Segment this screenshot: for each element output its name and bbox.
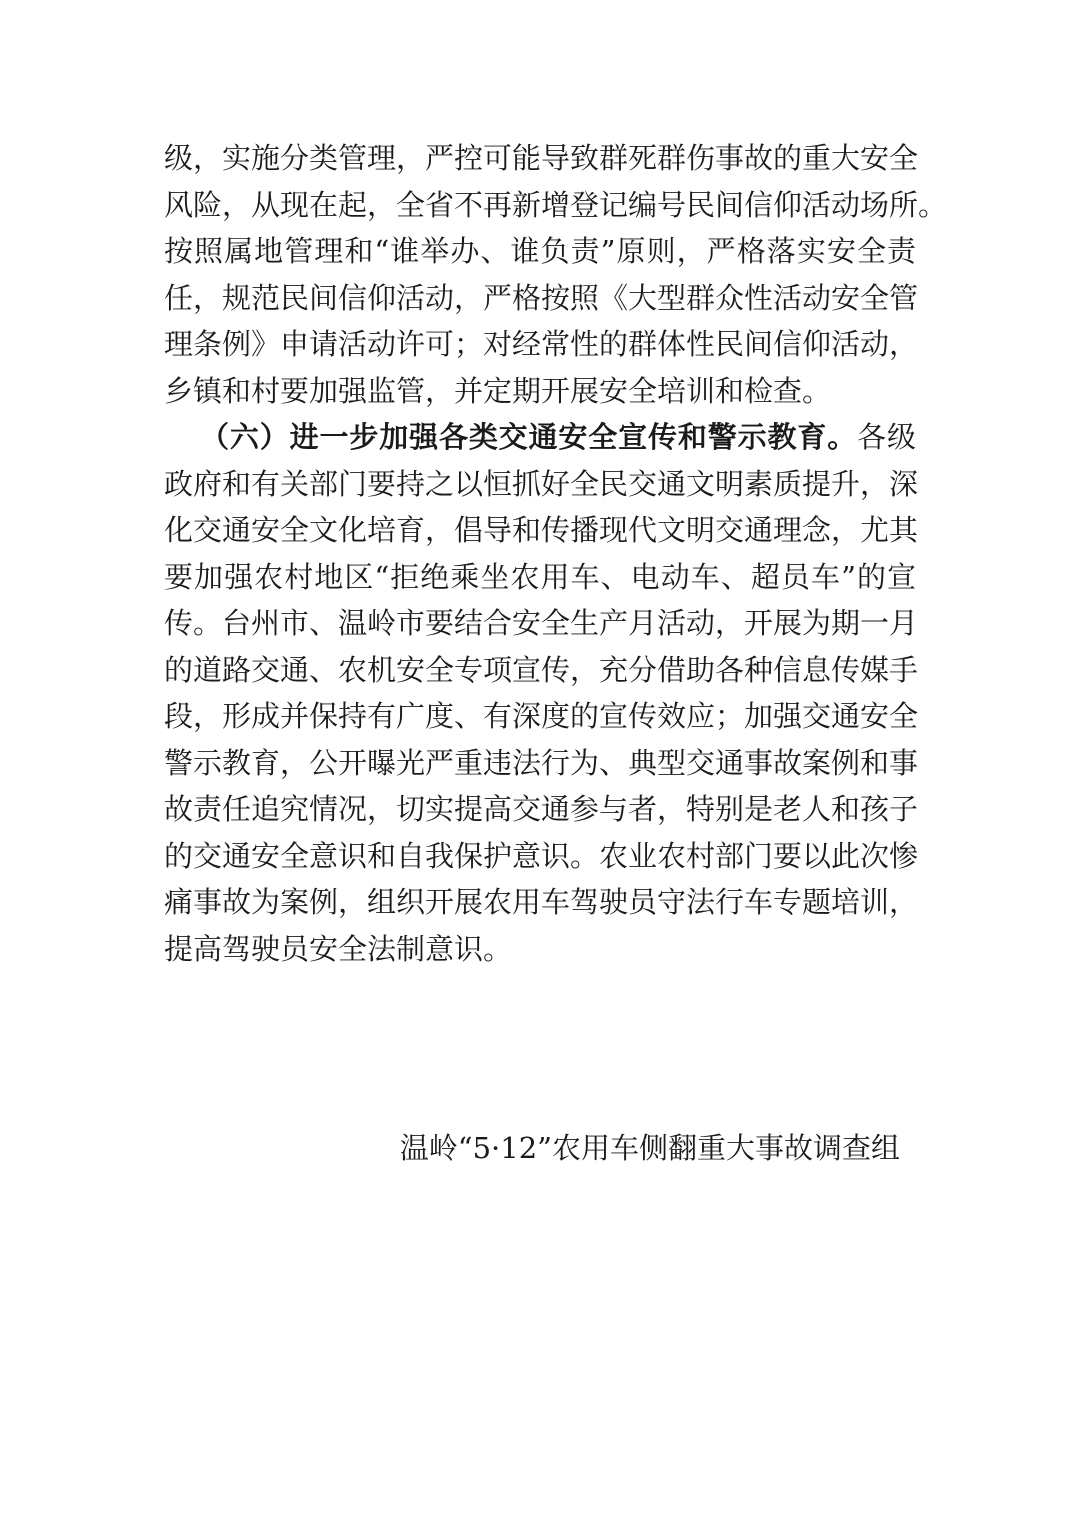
paragraph-line: 政府和有关部门要持之以恒抓好全民交通文明素质提升，深: [164, 466, 919, 501]
paragraph-line: 故责任追究情况，切实提高交通参与者，特别是老人和孩子: [164, 792, 919, 826]
paragraph-line: 痛事故为案例，组织开展农用车驾驶员守法行车专题培训，: [164, 885, 919, 919]
paragraph-line: 风险，从现在起，全省不再新增登记编号民间信仰活动场所。: [164, 187, 948, 222]
paragraph-line: 理条例》申请活动许可；对经常性的群体性民间信仰活动，: [164, 327, 919, 361]
paragraph-1: [164, 135, 948, 414]
paragraph-line: 乡镇和村要加强监管，并定期开展安全培训和检查。: [164, 373, 832, 408]
paragraph-2: [164, 414, 919, 972]
section-heading: （六）进一步加强各类交通安全宣传和警示教育。: [200, 420, 858, 454]
paragraph-line: 的道路交通、农机安全专项宣传，充分借助各种信息传媒手: [164, 652, 919, 687]
paragraph-line: 任，规范民间信仰活动，严格按照《大型群众性活动安全管: [164, 280, 919, 315]
paragraph-line: 按照属地管理和“谁举办、谁负责”原则，严格落实安全责: [164, 234, 916, 268]
paragraph-line: 的交通安全意识和自我保护意识。农业农村部门要以此次惨: [164, 838, 919, 873]
heading-continuation: 各级: [857, 420, 916, 454]
paragraph-line: 要加强农村地区“拒绝乘坐农用车、电动车、超员车”的宣: [164, 559, 916, 594]
paragraph-line: 化交通安全文化培育，倡导和传播现代文明交通理念，尤其: [164, 513, 919, 547]
signature: 温岭“5·12”农用车侧翻重大事故调查组: [399, 1131, 900, 1165]
paragraph-line: 传。台州市、温岭市要结合安全生产月活动，开展为期一月: [164, 606, 919, 640]
paragraph-line: 段，形成并保持有广度、有深度的宣传效应；加强交通安全: [164, 699, 919, 733]
paragraph-line: 提高驾驶员安全法制意识。: [164, 931, 513, 966]
paragraph-first-line: [164, 414, 916, 461]
paragraph-line: 级，实施分类管理，严控可能导致群死群伤事故的重大安全: [164, 141, 919, 175]
paragraph-line: 警示教育，公开曝光严重违法行为、典型交通事故案例和事: [164, 745, 919, 780]
